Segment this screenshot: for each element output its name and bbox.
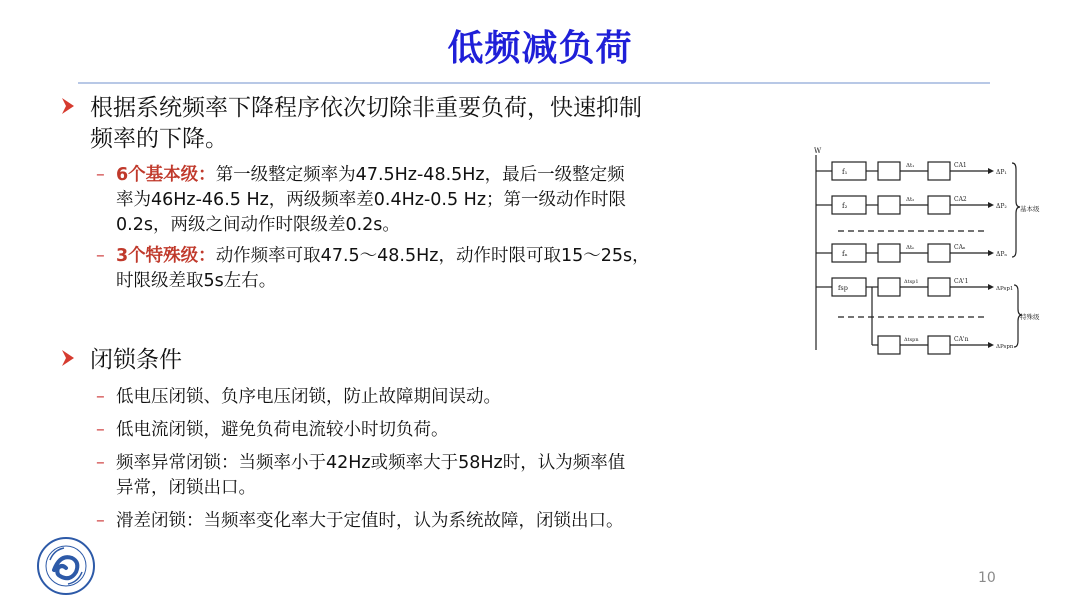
dash-bullet: – (96, 453, 105, 473)
special-levels-label: 3个特殊级： (116, 246, 216, 266)
freq-block-n (832, 244, 866, 262)
delay-block-spn (928, 336, 950, 354)
dash-bullet: – (96, 246, 105, 266)
freq-block-2 (832, 196, 866, 214)
dash-bullet: – (96, 387, 105, 407)
basic-group-label: 基本级 (1020, 205, 1040, 213)
gate-block-spn (878, 336, 900, 354)
title-divider (78, 82, 990, 84)
blocking-item-text: 低电流闭锁，避免负荷电流较小时切负荷。 (116, 420, 449, 440)
special-levels-text-1: 动作频率可取47.5～48.5Hz，动作时限可取15～25s， (215, 246, 650, 266)
basic-levels-text-1: 第一级整定频率为47.5Hz-48.5Hz，最后一级整定频 (215, 165, 625, 185)
delay-block-n (928, 244, 950, 262)
dash-bullet: – (96, 420, 105, 440)
delay-label-n: Δtₙ (906, 245, 915, 251)
blocking-item-text: 频率异常闭锁：当频率小于42Hz或频率大于58Hz时，认为频率值 (116, 453, 626, 473)
delay-label-2: Δt₂ (906, 197, 915, 203)
section2-heading (60, 345, 780, 376)
freq-block-1 (832, 162, 866, 180)
output-label-sp1: ΔPsp1 (996, 286, 1014, 292)
blocking-item-text: 低电压闭锁、负序电压闭锁，防止故障期间误动。 (116, 387, 501, 407)
output-label-1: ΔP₁ (996, 169, 1007, 176)
gate-block-2 (878, 196, 900, 214)
load-shedding-diagram (808, 145, 1048, 363)
bus-label: W (814, 147, 822, 155)
basic-levels-label: 6个基本级： (116, 165, 216, 185)
output-label-spn: ΔPspn (996, 344, 1014, 350)
gate-block-sp1 (878, 278, 900, 296)
special-group-label: 特殊级 (1020, 313, 1040, 321)
blocking-item-text: 滑差闭锁：当频率变化率大于定值时，认为系统故障，闭锁出口。 (116, 511, 624, 531)
basic-levels-item (60, 163, 780, 188)
special-levels-item (60, 244, 780, 269)
blocking-item (60, 418, 780, 443)
ca-label-sp1: CA'1 (954, 278, 969, 285)
dash-bullet: – (96, 511, 105, 531)
blocking-item (60, 509, 780, 534)
basic-levels-item-line2 (60, 188, 780, 213)
university-logo (36, 536, 96, 596)
delay-block-sp1 (928, 278, 950, 296)
section-frequency-load-shedding (60, 93, 780, 294)
section2-heading-text: 闭锁条件 (90, 347, 182, 373)
basic-brace (1012, 163, 1020, 257)
special-levels-item-line2 (60, 269, 780, 294)
section1-heading-line2: 频率的下降。 (90, 126, 228, 152)
freq-label-sp: fsp (838, 284, 848, 292)
gate-block-1 (878, 162, 900, 180)
gate-block-n (878, 244, 900, 262)
delay-block-2 (928, 196, 950, 214)
output-label-2: ΔP₂ (996, 203, 1007, 210)
basic-levels-item-line3 (60, 213, 780, 238)
blocking-item (60, 451, 780, 476)
blocking-item-continuation (60, 476, 780, 501)
section1-heading (60, 93, 780, 155)
output-label-n: ΔPₙ (996, 251, 1007, 258)
ca-label-2: CA2 (954, 196, 967, 203)
blocking-item-text: 异常，闭锁出口。 (116, 478, 256, 498)
special-levels-text-2: 时限级差取5s左右。 (116, 271, 277, 291)
delay-label-sp1: Δtsp1 (904, 279, 919, 285)
freq-label-1: f₁ (842, 168, 848, 176)
section-blocking-conditions (60, 345, 780, 534)
delay-label-1: Δt₁ (906, 163, 915, 169)
freq-label-2: f₂ (842, 202, 848, 210)
ca-label-spn: CA'n (954, 336, 969, 343)
ca-label-n: CAₙ (954, 244, 966, 251)
ca-label-1: CA1 (954, 162, 967, 169)
basic-levels-text-2: 率为46Hz-46.5 Hz，两级频率差0.4Hz-0.5 Hz；第一级动作时限 (116, 190, 627, 210)
freq-label-n: fₙ (842, 250, 848, 258)
arrow-bullet-icon (60, 348, 76, 368)
page-title: 低频减负荷 (447, 28, 633, 69)
blocking-item (60, 385, 780, 410)
page-number: 10 (978, 570, 996, 586)
delay-label-spn: Δtspn (904, 337, 919, 343)
arrow-bullet-icon (60, 96, 76, 116)
delay-block-1 (928, 162, 950, 180)
section1-heading-line1: 根据系统频率下降程序依次切除非重要负荷，快速抑制 (90, 95, 642, 121)
basic-levels-text-3: 0.2s，两级之间动作时限级差0.2s。 (116, 215, 400, 235)
dash-bullet: – (96, 165, 105, 185)
